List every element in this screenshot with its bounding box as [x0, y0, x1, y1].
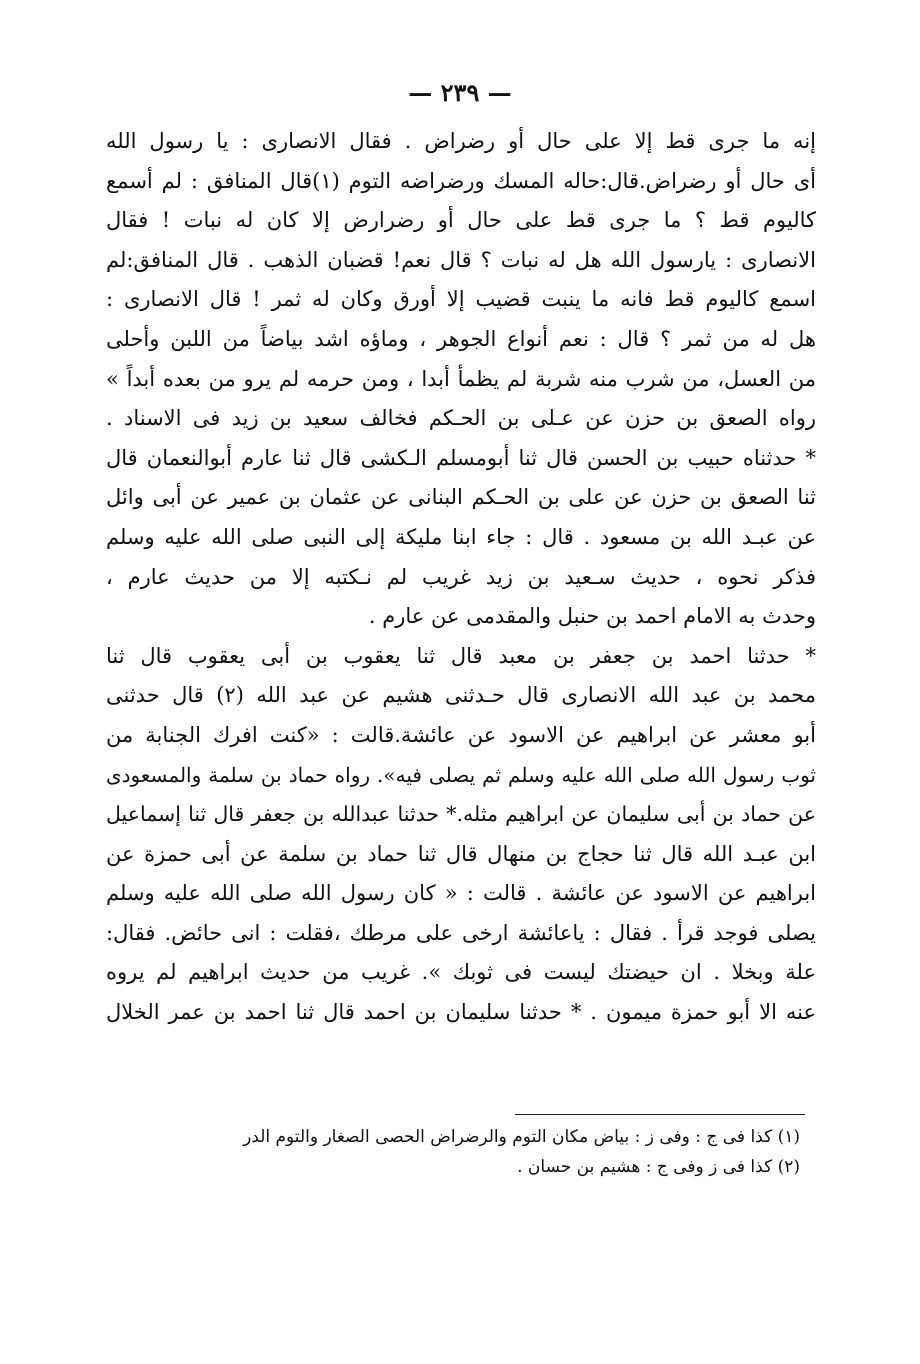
text-line: عن عبـد الله بن مسعود . قال : جاء ابنا مليكة إلى النبى صلى الله عليه وسلم [106, 524, 816, 549]
text-line: يصلى فوجد قرأ . فقال : ياعائشة ارخى على مرطك ،فقلت : انى حائض. فقال: [106, 920, 816, 945]
text-line: أبو معشر عن ابراهيم عن الاسود عن عائشة.قالت : «كنت افرك الجنابة من [106, 722, 816, 747]
text-line: محمد بن عبد الله الانصارى قال حـدثنى هشيم عن عبد الله (٢) قال حدثنى [106, 683, 816, 708]
text-line: هل له من ثمر ؟ قال : نعم أنواع الجوهر ، وماؤه اشد بياضاً من اللبن وأحلى [106, 326, 816, 351]
text-line: اسمع كاليوم قط فانه ما ينبت قضيب إلا أورق وكان له ثمر ! قال الانصارى : [106, 287, 816, 312]
text-line: علة وبخلا . ان حيضتك ليست فى ثوبك ». غريب من حديث ابراهيم لم يروه [106, 960, 816, 985]
text-line: ابراهيم عن الاسود عن عائشة . قالت : « كان رسول الله صلى الله عليه وسلم [106, 881, 816, 906]
text-line: إنه ما جرى قط إلا على حال أو رضراض . فقال الانصارى : يا رسول الله [106, 129, 816, 153]
text-line: الانصارى : يارسول الله هل له نبات ؟ قال نعم! قضبان الذهب . قال المنافق:لم [106, 247, 816, 272]
text-line: عنه الا أبو حمزة ميمون . * حدثنا سليمان بن احمد قال ثنا احمد بن عمر الخلال [106, 1000, 816, 1025]
text-line: ثنا الصعق بن حزن عن على بن الحـكم البنانى عن عثمان بن عمير عن أبى وائل [106, 485, 816, 510]
footnotes-block [150, 1122, 800, 1182]
text-line: عن حماد بن أبى سليمان عن ابراهيم مثله.* حدثنا عبدالله بن جعفر قال ثنا إسماعيل [106, 802, 816, 827]
text-line: فذكر نحوه ، حديث سـعيد بن زيد غريب لم نـكتبه إلا من حديث عارم ، [106, 564, 816, 589]
text-line: * حدثناه حبيب بن الحسن قال ثنا أبومسلم الـكشى قال ثنا عارم أبوالنعمان قال [106, 445, 816, 470]
text-line: كاليوم قط ؟ ما جرى قط على حال أو رضرارض إلا كان له نبات ! فقال [106, 208, 816, 233]
text-line: أى حال أو رضراض.قال:حاله المسك ورضراضه التوم (١)قال المنافق : لم أسمع [106, 168, 816, 193]
text-line: من العسل، من شرب منه شربة لم يظمأ أبدا ، ومن حرمه لم يرو من بعده أبداً » [106, 366, 816, 391]
text-line: رواه الصعق بن حزن عن عـلى بن الحـكم فخالف سعيد بن زيد فى الاسناد . [106, 406, 816, 431]
footnote-separator [515, 1114, 805, 1115]
text-line: ثوب رسول الله صلى الله عليه وسلم ثم يصلى فيه». رواه حماد بن سلمة والمسعودى [106, 762, 816, 787]
text-line: * حدثنا احمد بن جعفر بن معبد قال ثنا يعقوب بن أبى يعقوب قال ثنا [106, 643, 816, 668]
text-line: وحدث به الامام احمد بن حنبل والمقدمى عن عارم . [368, 604, 816, 629]
footnote-1: (١) كذا فى ج : وفى ز : بياض مكان التوم والرضراض الحصى الصغار والتوم الدر [243, 1127, 800, 1147]
text-line: ابن عبـد الله قال ثنا حجاج بن منهال قال ثنا حماد بن سلمة عن أبى حمزة عن [106, 841, 816, 866]
main-text-block [106, 122, 816, 1033]
footnote-2: (٢) كذا فى ز وفى ج : هشيم بن حسان . [517, 1157, 800, 1177]
page-number: — ٢٣٩ — [408, 78, 512, 107]
